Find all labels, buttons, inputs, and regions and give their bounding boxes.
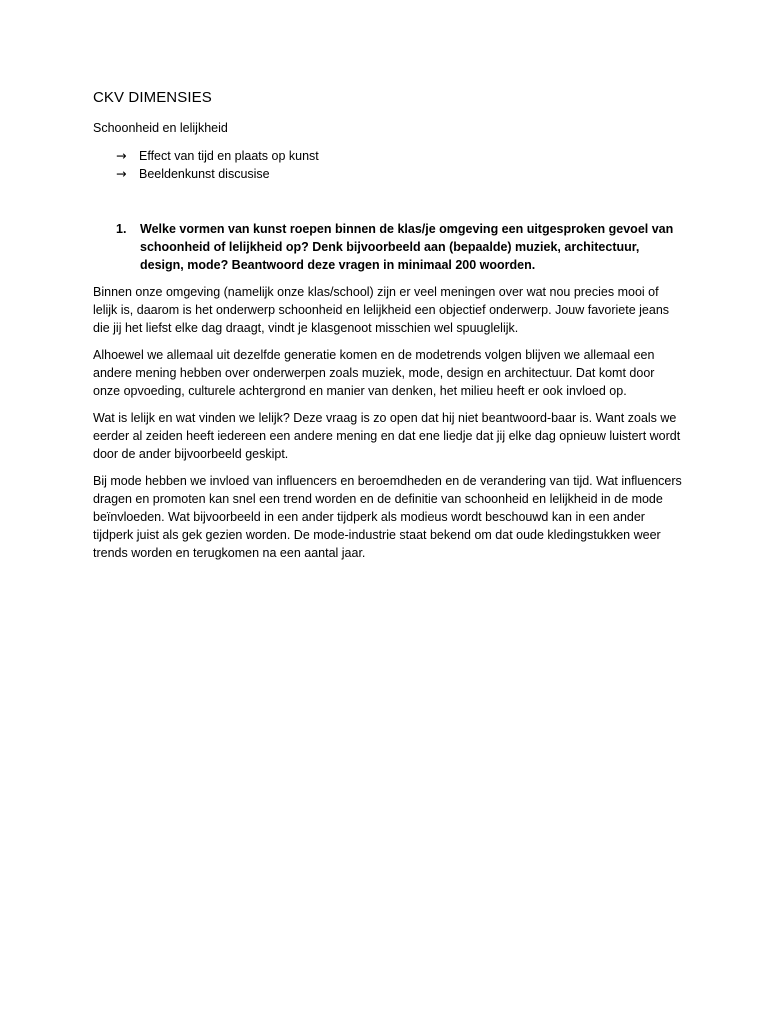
question-number: 1.	[116, 222, 127, 236]
paragraph: Binnen onze omgeving (namelijk onze klas/school) zijn er veel meningen over wat nou precies mooi of lelijk is, daarom is het onderwerp schoonheid en lelijkheid een objectief onderwerp. Jouw favoriete jeans die jij het liefst elke dag draagt, vindt je klasgenoot misschien wel spuuglelijk.	[93, 285, 670, 335]
list-item	[116, 147, 319, 165]
question-block	[116, 220, 686, 274]
question-text: Welke vormen van kunst roepen binnen de klas/je omgeving een uitgesproken gevoel van schoonheid of lelijkheid op? Denk bijvoorbeeld aan (bepaalde) muziek, architectuur, design, mode? Beantwoord deze vragen in minimaal 200 woorden.	[140, 222, 674, 272]
paragraph: Wat is lelijk en wat vinden we lelijk? Deze vraag is zo open dat hij niet beantwoord-baar is. Want zoals we eerder al zeiden heeft iedereen een andere mening en dat ene liedje dat jij elke dag opnieuw luistert wordt door de ander bijvoorbeeld geskipt.	[93, 411, 681, 461]
document-title: CKV DIMENSIES	[93, 89, 212, 106]
topic-list	[116, 147, 319, 183]
list-item-text: Beeldenkunst discusise	[139, 167, 270, 181]
arrow-right-icon: →	[116, 148, 127, 163]
arrow-right-icon: →	[116, 166, 127, 181]
answer-body	[93, 283, 683, 571]
list-item-text: Effect van tijd en plaats op kunst	[139, 149, 319, 163]
paragraph: Bij mode hebben we invloed van influencers en beroemdheden en de verandering van tijd. Wat influencers dragen en promoten kan snel een trend worden en de definitie van schoonheid en lelijkheid in de mode beïnvloeden. Wat bijvoorbeeld in een ander tijdperk als modieus wordt beschouwd kan in een ander tijdperk juist als gek gezien worden. De mode-industrie staat bekend om dat oude kledingstukken weer trends worden en terugkomen na een aantal jaar.	[93, 474, 682, 560]
document-subtitle: Schoonheid en lelijkheid	[93, 121, 228, 135]
paragraph: Alhoewel we allemaal uit dezelfde generatie komen en de modetrends volgen blijven we allemaal een andere mening hebben over onderwerpen zoals muziek, mode, design en architectuur. Dat komt door onze opvoeding, culturele achtergrond en manier van denken, het milieu heeft er ook invloed op.	[93, 348, 655, 398]
list-item	[116, 165, 319, 183]
